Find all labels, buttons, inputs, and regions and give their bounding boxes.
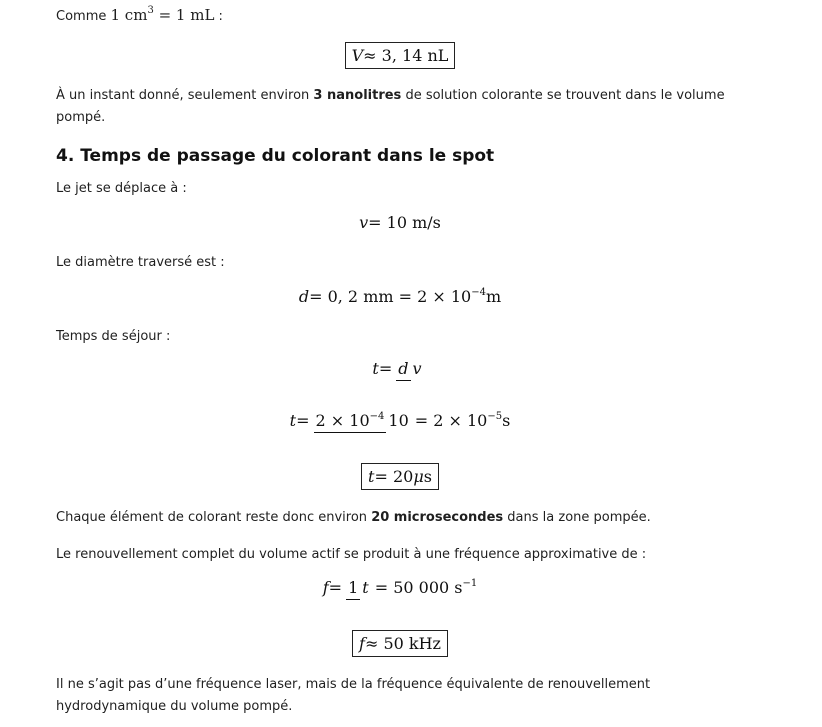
intro-math <box>111 6 215 24</box>
para-volume-pre: À un instant donné, seulement environ <box>56 88 314 103</box>
diameter-label: Le diamètre traversé est : <box>56 255 225 270</box>
frequency-result-box <box>352 630 448 657</box>
freq-result-var: f <box>359 634 365 653</box>
diameter-var: d <box>298 287 310 306</box>
time-fraction-num: d <box>396 360 410 381</box>
freq-fraction-num: 1 <box>346 579 360 600</box>
para-micro-post: dans la zone pompée. <box>503 510 651 525</box>
time-result-mu: μ <box>413 467 424 486</box>
frequency-equation <box>0 577 800 600</box>
time-result <box>0 463 800 490</box>
freq-var: f <box>322 578 329 597</box>
freq-fraction <box>346 577 371 600</box>
time-fraction-den: v <box>412 359 422 378</box>
paragraph-final: Il ne s’agit pas d’une fréquence laser, mais de la fréquence équivalente de renouvellement hydrodynamique du volume pompé. <box>56 677 651 714</box>
time-fraction-equation <box>0 358 800 381</box>
time-calc-equation <box>0 410 800 433</box>
frequency-result <box>0 630 800 657</box>
intro-math-2: = 1 mL <box>153 6 215 24</box>
time-result-var: t <box>368 467 375 486</box>
diameter-unit: m <box>485 287 502 306</box>
para-micro-bold: 20 microsecondes <box>371 510 504 525</box>
freq-exp: −1 <box>462 578 478 589</box>
intro-suffix: : <box>214 9 223 24</box>
calc-fraction-num <box>314 412 387 433</box>
calc-rhs: = 2 × 10 <box>414 411 488 430</box>
time-result-unit: s <box>423 467 432 486</box>
speed-var: v <box>359 213 369 232</box>
volume-var: V <box>351 46 364 65</box>
volume-equation <box>0 42 800 69</box>
diameter-exp: −4 <box>471 287 486 298</box>
time-result-value: = 20 <box>374 467 414 486</box>
freq-rhs: = 50 000 s <box>374 578 463 597</box>
intro-line <box>56 4 756 28</box>
calc-num-text: 2 × 10 <box>315 411 370 430</box>
paragraph-microseconds <box>56 507 756 529</box>
section-heading: 4. Temps de passage du colorant dans le spot <box>56 146 495 166</box>
calc-equals: = <box>296 411 310 430</box>
freq-equals: = <box>328 578 343 597</box>
calc-unit: s <box>502 411 511 430</box>
sejour-label: Temps de séjour : <box>56 329 171 344</box>
calc-rhs-exp: −5 <box>487 411 503 422</box>
jet-label: Le jet se déplace à : <box>56 181 187 196</box>
para-volume-bold: 3 nanolitres <box>313 88 402 103</box>
intro-prefix: Comme <box>56 9 111 24</box>
paragraph-volume <box>56 85 756 129</box>
calc-fraction-den: 10 <box>388 411 409 430</box>
volume-value: ≈ 3, 14 nL <box>363 46 449 65</box>
intro-math-1: 1 cm <box>110 6 148 24</box>
volume-box <box>345 42 456 69</box>
intro-math-exp: 3 <box>147 5 154 16</box>
speed-value: = 10 m/s <box>368 213 441 232</box>
time-fraction <box>396 358 423 381</box>
time-var: t <box>372 359 379 378</box>
calc-num-exp: −4 <box>369 411 385 422</box>
freq-fraction-den: t <box>362 578 369 597</box>
diameter-value: = 0, 2 mm = 2 × 10 <box>309 287 472 306</box>
time-result-box <box>361 463 439 490</box>
diameter-equation <box>0 287 800 306</box>
calc-var: t <box>289 411 297 430</box>
speed-equation <box>0 213 800 232</box>
para-micro-pre: Chaque élément de colorant reste donc environ <box>56 510 372 525</box>
time-equals: = <box>378 359 393 378</box>
paragraph-renewal: Le renouvellement complet du volume actif se produit à une fréquence approximative de : <box>56 547 647 562</box>
freq-result-value: ≈ 50 kHz <box>364 634 441 653</box>
calc-fraction <box>314 410 411 433</box>
para-volume-post: de solution colorante se trouvent dans le volume pompé. <box>56 88 725 125</box>
